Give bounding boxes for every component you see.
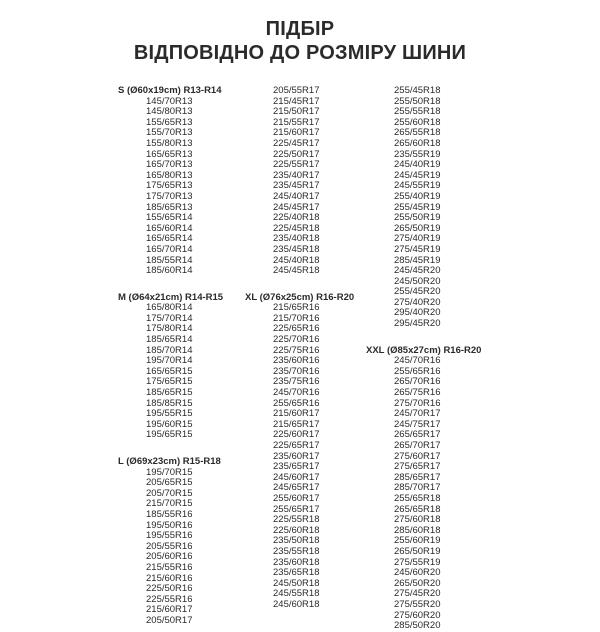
tire-size-item: 215/50R17: [273, 106, 320, 118]
tire-size-item: 245/40R18: [273, 254, 320, 266]
tire-size-item: 295/40R20: [394, 307, 441, 319]
tire-size-item: 255/60R19: [394, 535, 441, 547]
tire-size-item: 265/65R18: [394, 503, 441, 515]
tire-size-item: 225/55R17: [273, 159, 320, 171]
tire-size-item: 225/50R16: [146, 583, 193, 595]
tire-size-item: 245/55R18: [273, 588, 320, 600]
tire-size-item: 275/40R20: [394, 296, 441, 308]
tire-size-item: 255/55R18: [394, 106, 441, 118]
tire-size-item: 205/55R17: [273, 85, 320, 96]
tire-size-item: 275/60R20: [394, 609, 441, 621]
tire-size-item: 195/70R15: [146, 466, 193, 478]
tire-size-item: 295/45R20: [394, 318, 441, 330]
tire-size-item: 205/65R15: [146, 477, 193, 489]
tire-size-item: 235/40R18: [273, 233, 320, 245]
tire-size-item: 235/65R17: [273, 461, 320, 473]
tire-size-item: 275/65R17: [394, 461, 441, 473]
tire-size-item: 215/60R16: [146, 572, 193, 584]
tire-size-item: 215/55R17: [273, 116, 320, 128]
tire-size-item: 275/60R17: [394, 450, 441, 462]
size-group-header: XL (Ø76x25cm) R16-R20: [245, 291, 355, 303]
tire-size-item: 255/60R18: [394, 116, 441, 128]
tire-size-item: 235/60R17: [273, 450, 320, 462]
tire-size-item: 155/65R13: [146, 116, 193, 128]
tire-size-item: 215/60R17: [273, 127, 320, 139]
tire-size-item: 175/65R13: [146, 180, 193, 192]
tire-size-item: 275/60R18: [394, 514, 441, 526]
page-title-line2: ВІДПОВІДНО ДО РОЗМІРУ ШИНИ: [133, 42, 467, 64]
tire-size-item: 285/65R17: [394, 471, 441, 483]
tire-size-item: 165/65R15: [146, 365, 193, 377]
size-group: [118, 86, 253, 277]
tire-size-item: 225/45R18: [273, 222, 320, 234]
tire-size-item: 245/65R17: [273, 482, 320, 494]
tire-size-item: 245/55R19: [394, 180, 441, 192]
tire-size-item: 245/40R17: [273, 190, 320, 202]
tire-size-item: 255/60R17: [273, 492, 320, 504]
tire-size-item: 235/70R16: [273, 365, 320, 377]
tire-size-item: 195/65R15: [146, 429, 193, 441]
tire-size-item: 255/65R16: [394, 365, 441, 377]
tire-size-item: 235/55R18: [273, 545, 320, 557]
tire-size-item: 165/65R14: [146, 233, 193, 245]
page-title-line1: ПІДБІР: [265, 18, 335, 40]
tire-size-item: 255/50R19: [394, 212, 441, 224]
tire-size-item: 245/60R18: [273, 598, 320, 610]
size-group-header: XXL (Ø85x27cm) R16-R20: [366, 344, 482, 356]
tire-size-item: 245/50R20: [394, 275, 441, 287]
tire-size-item: 155/65R14: [146, 212, 193, 224]
tire-size-item: 245/60R20: [394, 567, 441, 579]
tire-size-item: 165/80R13: [146, 169, 193, 181]
tire-size-item: 275/70R16: [394, 397, 441, 409]
tire-size-item: 225/50R17: [273, 148, 320, 160]
tire-size-item: 265/75R16: [394, 387, 441, 399]
tire-size-item: 225/45R17: [273, 137, 320, 149]
size-group-header: M (Ø64x21cm) R14-R15: [118, 291, 224, 303]
tire-size-item: 245/45R19: [394, 169, 441, 181]
size-group: [366, 346, 506, 632]
size-group-header: L (Ø69x23cm) R15-R18: [118, 456, 221, 467]
size-group: [245, 293, 380, 611]
tire-size-item: 255/65R16: [273, 397, 320, 409]
tire-size-item: 255/45R18: [394, 85, 441, 96]
tire-size-item: 215/65R16: [273, 302, 320, 314]
tire-size-item: 255/65R17: [273, 503, 320, 515]
size-group: [118, 293, 253, 441]
tire-size-item: 175/65R15: [146, 376, 193, 388]
tire-size-item: 225/60R18: [273, 524, 320, 536]
size-column-1: [118, 86, 253, 627]
tire-size-item: 255/50R18: [394, 95, 441, 107]
tire-size-item: 235/45R17: [273, 180, 320, 192]
tire-size-item: 235/65R18: [273, 567, 320, 579]
tire-size-item: 225/65R16: [273, 323, 320, 335]
tire-size-item: 235/60R18: [273, 556, 320, 568]
tire-size-item: 265/60R18: [394, 137, 441, 149]
tire-size-item: 185/55R14: [146, 254, 193, 266]
tire-size-item: 185/65R13: [146, 201, 193, 213]
tire-size-item: 175/70R14: [146, 312, 193, 324]
group-spacer: [366, 330, 506, 346]
tire-size-item: 255/65R18: [394, 492, 441, 504]
tire-size-item: 205/70R15: [146, 487, 193, 499]
size-group-header: S (Ø60x19cm) R13-R14: [118, 85, 222, 96]
tire-size-item: 205/50R17: [146, 614, 193, 626]
tire-size-item: 245/40R19: [394, 159, 441, 171]
tire-size-item: 245/75R17: [394, 418, 441, 430]
tire-size-item: 265/65R17: [394, 429, 441, 441]
group-spacer: [118, 277, 253, 293]
tire-size-item: 255/45R19: [394, 201, 441, 213]
tire-size-item: 185/55R16: [146, 508, 193, 520]
tire-size-item: 265/70R16: [394, 376, 441, 388]
tire-size-item: 245/45R17: [273, 201, 320, 213]
tire-size-item: 255/40R19: [394, 190, 441, 202]
tire-size-item: 235/75R16: [273, 376, 320, 388]
tire-size-item: 165/70R13: [146, 159, 193, 171]
tire-size-item: 195/60R15: [146, 418, 193, 430]
size-column-2: [245, 86, 380, 611]
tire-size-item: 275/55R19: [394, 556, 441, 568]
tire-size-item: 205/60R16: [146, 551, 193, 563]
size-group: [245, 86, 380, 277]
tire-size-item: 165/60R14: [146, 222, 193, 234]
tire-size-item: 275/45R19: [394, 243, 441, 255]
tire-size-item: 165/80R14: [146, 302, 193, 314]
tire-size-item: 185/70R14: [146, 344, 193, 356]
tire-size-item: 185/65R15: [146, 387, 193, 399]
tire-size-item: 285/45R19: [394, 254, 441, 266]
size-group: [366, 86, 506, 330]
tire-size-item: 215/65R17: [273, 418, 320, 430]
tire-size-item: 245/70R16: [273, 387, 320, 399]
tire-size-item: 205/55R16: [146, 540, 193, 552]
tire-size-item: 155/70R13: [146, 127, 193, 139]
tire-size-item: 185/65R14: [146, 334, 193, 346]
tire-size-item: 215/70R16: [273, 312, 320, 324]
group-spacer: [245, 277, 380, 293]
tire-size-item: 225/70R16: [273, 334, 320, 346]
size-group: [118, 457, 253, 627]
group-spacer: [118, 441, 253, 457]
tire-size-item: 235/55R19: [394, 148, 441, 160]
tire-size-item: 225/40R18: [273, 212, 320, 224]
tire-size-item: 225/55R18: [273, 514, 320, 526]
tire-size-item: 165/70R14: [146, 243, 193, 255]
tire-size-item: 215/60R17: [273, 408, 320, 420]
tire-size-item: 265/50R20: [394, 577, 441, 589]
tire-size-item: 195/55R16: [146, 530, 193, 542]
tire-size-item: 275/55R20: [394, 598, 441, 610]
tire-size-item: 235/40R17: [273, 169, 320, 181]
tire-size-item: 155/80R13: [146, 137, 193, 149]
tire-size-item: 235/60R16: [273, 355, 320, 367]
tire-size-item: 215/45R17: [273, 95, 320, 107]
tire-size-item: 245/50R18: [273, 577, 320, 589]
tire-size-item: 245/70R17: [394, 408, 441, 420]
size-column-3: [366, 86, 506, 632]
tire-size-item: 185/60R14: [146, 265, 193, 277]
tire-size-item: 285/50R20: [394, 620, 441, 632]
tire-size-item: 195/55R15: [146, 408, 193, 420]
tire-size-item: 285/70R17: [394, 482, 441, 494]
tire-size-item: 195/70R14: [146, 355, 193, 367]
tire-size-item: 195/50R16: [146, 519, 193, 531]
tire-size-item: 215/60R17: [146, 604, 193, 616]
tire-size-item: 245/70R16: [394, 355, 441, 367]
tire-size-item: 225/75R16: [273, 344, 320, 356]
tire-size-item: 235/50R18: [273, 535, 320, 547]
tire-size-item: 145/70R13: [146, 95, 193, 107]
tire-size-item: 265/50R19: [394, 222, 441, 234]
tire-size-item: 175/80R14: [146, 323, 193, 335]
tire-size-item: 285/60R18: [394, 524, 441, 536]
tire-size-item: 185/85R15: [146, 397, 193, 409]
tire-size-item: 275/40R19: [394, 233, 441, 245]
tire-size-item: 225/60R17: [273, 429, 320, 441]
tire-size-item: 225/65R17: [273, 440, 320, 451]
tire-size-item: 265/50R19: [394, 545, 441, 557]
tire-size-item: 245/60R17: [273, 471, 320, 483]
tire-size-item: 225/55R16: [146, 593, 193, 605]
tire-size-item: 245/45R18: [273, 265, 320, 277]
tire-size-item: 175/70R13: [146, 190, 193, 202]
tire-size-item: 275/45R20: [394, 588, 441, 600]
tire-size-item: 245/45R20: [394, 265, 441, 277]
tire-size-item: 165/65R13: [146, 148, 193, 160]
tire-size-item: 255/45R20: [394, 286, 441, 298]
tire-size-item: 265/55R18: [394, 127, 441, 139]
tire-size-item: 235/45R18: [273, 243, 320, 255]
tire-size-item: 215/70R15: [146, 498, 193, 510]
tire-size-item: 145/80R13: [146, 106, 193, 118]
tire-size-item: 215/55R16: [146, 561, 193, 573]
tire-size-item: 265/70R17: [394, 440, 441, 451]
